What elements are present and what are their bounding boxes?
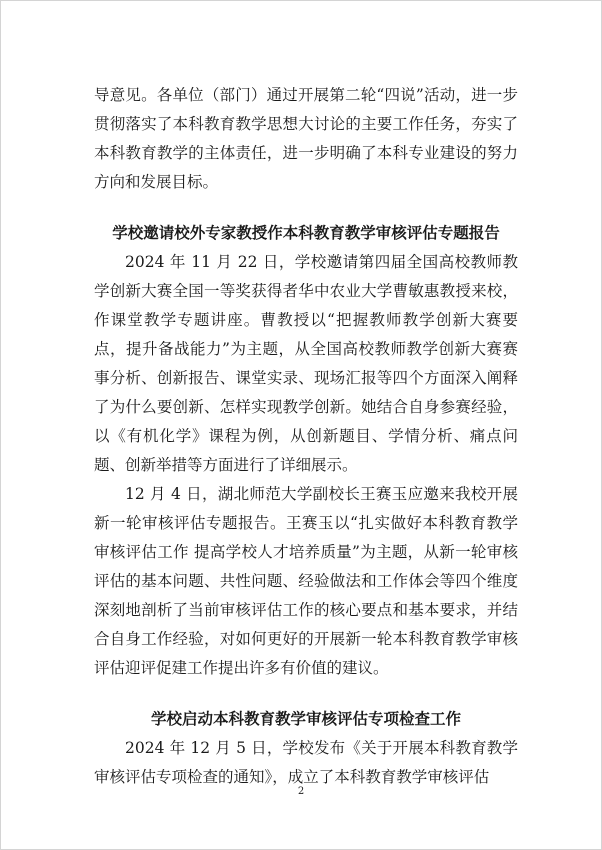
page-content [94, 81, 518, 792]
special-inspection-paragraph: 2024 年 12 月 5 日，学校发布《关于开展本科教育教学审核评估专项检查的通知》，成立了本科教育教学审核评估 [94, 739, 518, 786]
section-heading-expert-report: 学校邀请校外专家教授作本科教育教学审核评估专题报告 [112, 224, 500, 242]
section-heading-special-inspection: 学校启动本科教育教学审核评估专项检查工作 [150, 710, 461, 728]
intro-continuation-paragraph: 导意见。各单位（部门）通过开展第二轮“四说”活动，进一步贯彻落实了本科教育教学思想大讨论的主要工作任务，夯实了本科教育教学的主体责任，进一步明确了本科专业建设的努力方向和发展目标。 [94, 86, 518, 191]
expert-lecture-paragraph: 2024 年 11 月 22 日，学校邀请第四届全国高校教师教学创新大赛全国一等奖获得者华中农业大学曹敏惠教授来校，作课堂教学专题讲座。曹教授以“把握教师教学创新大赛要点，提升备战能力”为主题，从全国高校教师教学创新大赛赛事分析、创新报告、课堂实录、现场汇报等四个方面深入阐释了为什么要创新、怎样实现教学创新。她结合自身参赛经验，以《有机化学》课程为例，从创新题目、学情分析、痛点问题、创新举措等方面进行了详细展示。 [94, 253, 518, 474]
page-number: 2 [297, 786, 305, 797]
review-report-paragraph: 12 月 4 日，湖北师范大学副校长王赛玉应邀来我校开展新一轮审核评估专题报告。王赛玉以“扎实做好本科教育教学审核评估工作 提高学校人才培养质量”为主题，从新一轮审核评估的基本问题、共性问题、经验做法和工作体会等四个维度深刻地剖析了当前审核评估工作的核心要点和基本要求，并结合自身工作经验，对如何更好的开展新一轮本科教育教学审核评估迎评促建工作提出许多有价值的建议。 [94, 485, 518, 677]
